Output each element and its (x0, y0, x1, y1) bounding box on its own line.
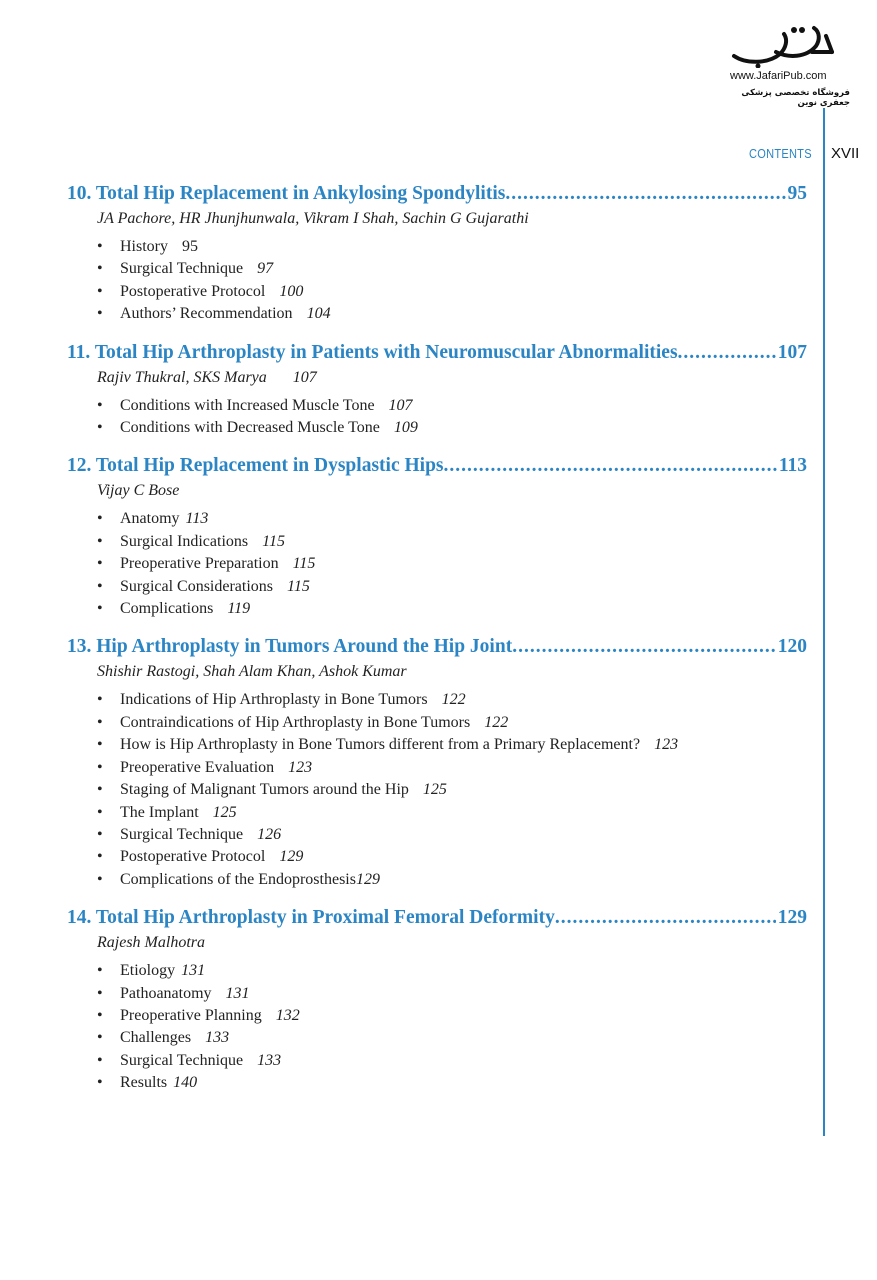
chapter-title: 11. Total Hip Arthroplasty in Patients with Neuromuscular Abnormalities (67, 341, 678, 363)
leader-dots (555, 904, 776, 932)
topic-label: Surgical Technique (120, 825, 244, 843)
chapter-authors (97, 208, 807, 230)
chapter-page: 120 (777, 636, 807, 658)
chapter-title: 10. Total Hip Replacement in Ankylosing Spondylitis (67, 183, 506, 204)
chapter-title-line[interactable] (67, 180, 807, 208)
chapter-authors (97, 932, 807, 954)
topic-label: Postoperative Protocol (120, 282, 266, 300)
publisher-logo (722, 22, 852, 108)
topic-page: 107 (388, 396, 413, 414)
topic-label: Preoperative Evaluation (120, 758, 275, 776)
topic-label: Surgical Technique (120, 1051, 244, 1069)
topic-list (67, 960, 807, 1094)
topic-item[interactable] (97, 1027, 807, 1049)
topic-item[interactable] (97, 303, 807, 325)
topic-page: 115 (262, 532, 285, 550)
topic-page: 100 (279, 282, 304, 300)
topic-page: 115 (292, 555, 316, 573)
topic-item[interactable] (97, 281, 807, 303)
topic-label: Surgical Indications (120, 532, 249, 550)
publisher-url: www.JafariPub.com (730, 70, 827, 82)
chapter-title-line[interactable] (67, 452, 807, 480)
topic-item[interactable] (97, 258, 807, 280)
topic-item[interactable] (97, 417, 807, 439)
topic-page: 113 (185, 510, 209, 528)
topic-page: 125 (422, 781, 447, 799)
topic-label: Anatomy (120, 510, 180, 528)
leader-dots (505, 180, 785, 208)
topic-page: 129 (279, 848, 304, 866)
topic-list (67, 689, 807, 891)
page-number: XVII (831, 145, 860, 162)
topic-item[interactable] (97, 1005, 807, 1027)
topic-item[interactable] (97, 779, 807, 801)
topic-item[interactable] (97, 960, 807, 982)
topic-list (67, 508, 807, 620)
topic-page: 123 (288, 758, 313, 776)
topic-label: Preoperative Planning (120, 1006, 262, 1024)
topic-label: Staging of Malignant Tumors around the Hip (120, 781, 409, 799)
topic-page: 95 (182, 238, 198, 255)
topic-page: 131 (225, 984, 250, 1002)
topic-label: Postoperative Protocol (120, 848, 266, 866)
topic-item[interactable] (97, 553, 807, 575)
chapter-title: 14. Total Hip Arthroplasty in Proximal Femoral Deformity (67, 907, 555, 929)
authors-names: Shishir Rastogi, Shah Alam Khan, Ashok Kumar (97, 663, 407, 681)
leader-dots (678, 339, 776, 367)
topic-list (67, 236, 807, 326)
topic-item[interactable] (97, 846, 807, 868)
topic-page: 122 (484, 713, 509, 731)
chapter-page: 129 (777, 907, 807, 929)
topic-label: Pathoanatomy (120, 984, 212, 1002)
topic-page: 115 (287, 577, 310, 595)
topic-item[interactable] (97, 598, 807, 620)
chapter-authors (97, 661, 807, 683)
chapter-title-line[interactable] (67, 339, 807, 367)
chapter-page: 107 (777, 341, 807, 363)
chapter-entry (67, 452, 807, 620)
chapter-title-line[interactable] (67, 904, 807, 932)
topic-item[interactable] (97, 824, 807, 846)
topic-item[interactable] (97, 689, 807, 711)
authors-names: Rajesh Malhotra (97, 934, 205, 952)
topic-page: 129 (355, 870, 380, 888)
topic-label: Surgical Considerations (120, 577, 274, 595)
table-of-contents (67, 180, 807, 1108)
topic-item[interactable] (97, 576, 807, 598)
chapter-title: 13. Hip Arthroplasty in Tumors Around the Hip Joint (67, 636, 513, 658)
leader-dots (512, 633, 776, 661)
chapter-entry (67, 339, 807, 440)
topic-page: 133 (205, 1029, 230, 1047)
topic-item[interactable] (97, 757, 807, 779)
topic-item[interactable] (97, 1072, 807, 1094)
topic-page: 119 (227, 600, 251, 618)
topic-label: Complications (120, 600, 214, 618)
publisher-logo-mark (728, 22, 838, 68)
topic-label: Conditions with Decreased Muscle Tone (120, 419, 380, 437)
topic-page: 132 (275, 1006, 300, 1024)
topic-label: Complications of the Endoprosthesis (120, 870, 356, 888)
topic-label: Preoperative Preparation (120, 555, 279, 573)
margin-rule (823, 108, 825, 1136)
topic-item[interactable] (97, 395, 807, 417)
chapter-title: 12. Total Hip Replacement in Dysplastic Hips (67, 455, 444, 477)
topic-page: 133 (257, 1051, 282, 1069)
topic-page: 126 (257, 825, 282, 843)
topic-label: The Implant (120, 803, 199, 821)
topic-item[interactable] (97, 802, 807, 824)
topic-label: Contraindications of Hip Arthroplasty in Bone Tumors (120, 713, 471, 731)
topic-page: 97 (257, 260, 274, 278)
running-header: CONTENTS (749, 146, 812, 161)
chapter-entry (67, 633, 807, 891)
topic-label: Results (120, 1074, 168, 1092)
topic-label: Conditions with Increased Muscle Tone (120, 396, 375, 414)
topic-item[interactable] (97, 734, 807, 756)
topic-page: 125 (212, 803, 237, 821)
topic-label: Etiology (120, 962, 176, 980)
topic-label: History (120, 238, 168, 255)
leader-dots (444, 452, 777, 480)
topic-item[interactable] (97, 236, 807, 258)
topic-page: 140 (173, 1074, 198, 1092)
topic-item[interactable] (97, 508, 807, 530)
topic-label: Indications of Hip Arthroplasty in Bone Tumors (120, 691, 428, 709)
publisher-store-name: فروشگاه تخصصی پزشکی جعفری نوین (741, 88, 850, 108)
chapter-authors (97, 480, 807, 502)
topic-item[interactable] (97, 712, 807, 734)
topic-page: 109 (393, 419, 418, 437)
topic-item[interactable] (97, 1050, 807, 1072)
topic-label: Authors’ Recommendation (120, 305, 293, 323)
topic-page: 123 (654, 736, 679, 754)
topic-page: 104 (306, 305, 331, 323)
chapter-page: 95 (787, 183, 807, 204)
topic-label: How is Hip Arthroplasty in Bone Tumors different from a Primary Replacement? (120, 736, 641, 754)
topic-list (67, 395, 807, 440)
authors-names: Vijay C Bose (97, 482, 180, 500)
authors-page: 107 (292, 368, 317, 386)
authors-names: Rajiv Thukral, SKS Marya (97, 368, 267, 386)
topic-item[interactable] (97, 531, 807, 553)
topic-item[interactable] (97, 869, 807, 891)
chapter-page: 113 (778, 455, 807, 477)
chapter-authors (97, 367, 807, 389)
topic-label: Challenges (120, 1029, 192, 1047)
chapter-entry (67, 904, 807, 1094)
topic-page: 122 (441, 691, 466, 709)
chapter-title-line[interactable] (67, 633, 807, 661)
chapter-entry (67, 180, 807, 326)
topic-label: Surgical Technique (120, 260, 244, 278)
topic-page: 131 (181, 962, 206, 980)
topic-item[interactable] (97, 983, 807, 1005)
authors-names: JA Pachore, HR Jhunjhunwala, Vikram I Shah, Sachin G Gujarathi (97, 210, 529, 227)
